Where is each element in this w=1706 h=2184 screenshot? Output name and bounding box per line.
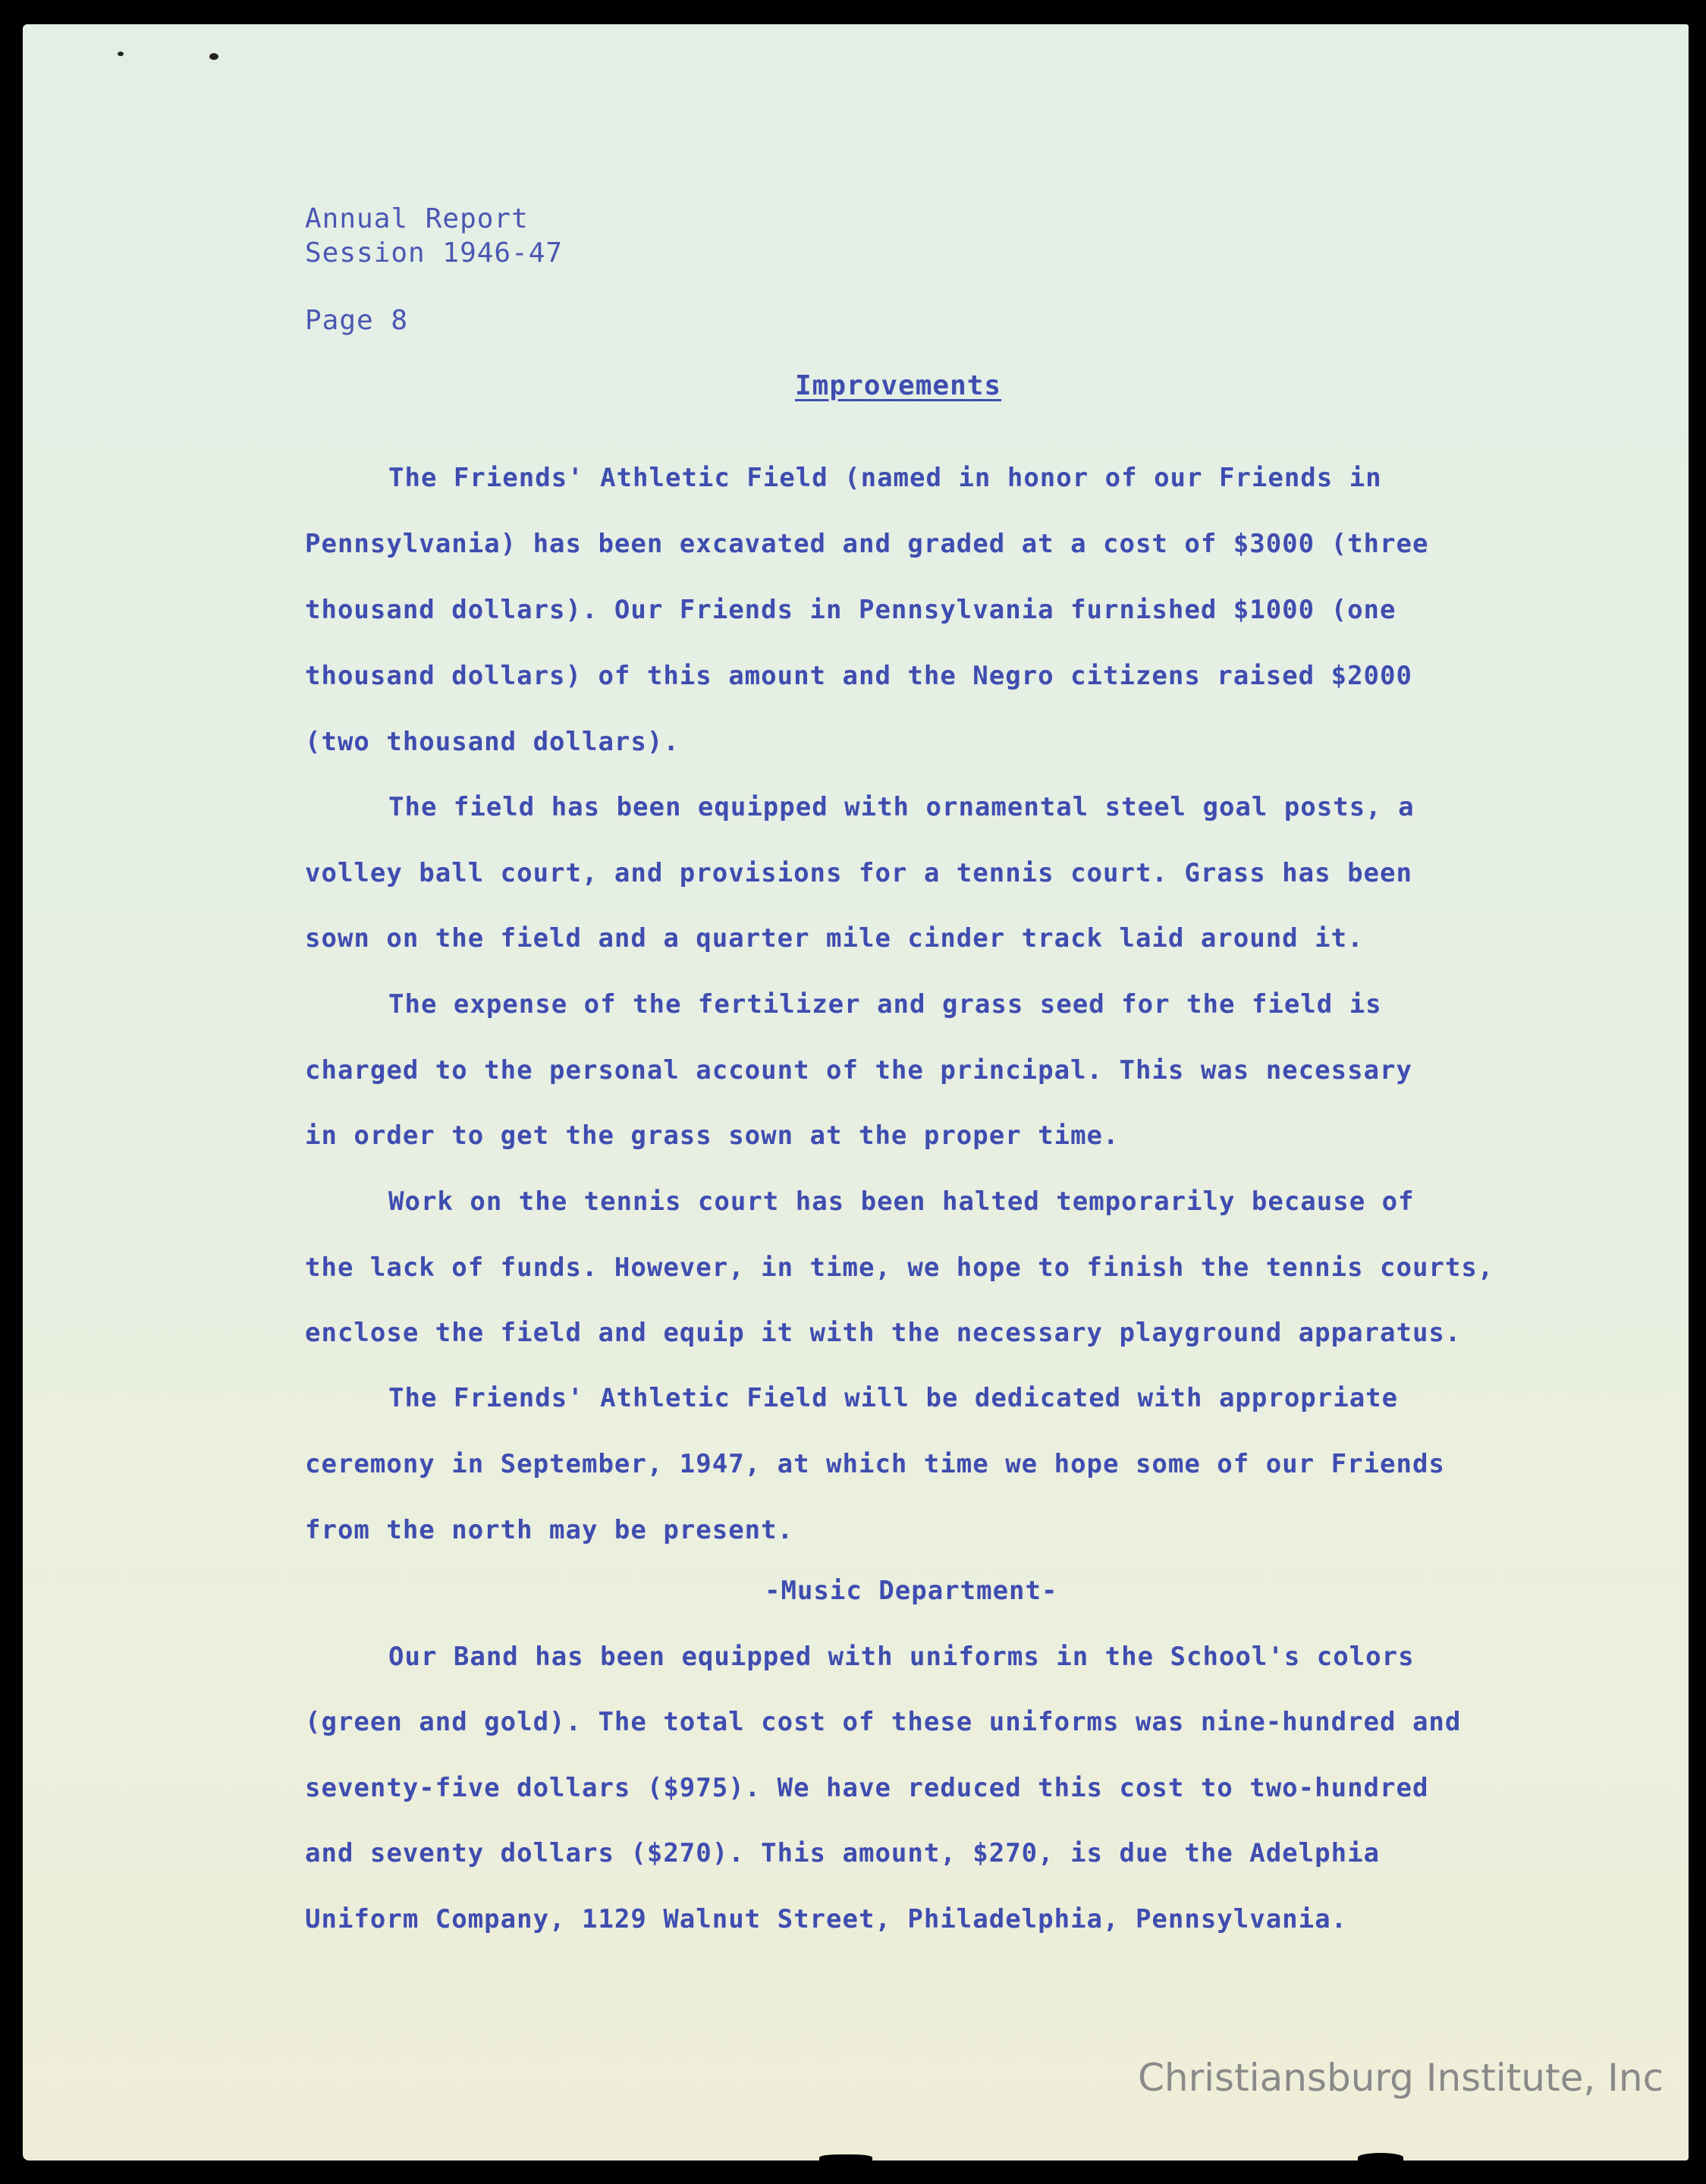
body-line: enclose the field and equip it with the necessary playground apparatus. xyxy=(305,1318,1462,1348)
body-line: volley ball court, and provisions for a tennis court. Grass has been xyxy=(305,858,1412,888)
body-line: The Friends' Athletic Field will be dedicated with appropriate xyxy=(388,1383,1399,1413)
body-line: The Friends' Athletic Field (named in honor of our Friends in xyxy=(388,463,1382,493)
body-line: from the north may be present. xyxy=(305,1515,794,1545)
body-line: the lack of funds. However, in time, we hope to finish the tennis courts, xyxy=(305,1252,1494,1283)
section-heading-music: -Music Department- xyxy=(765,1576,1058,1606)
body-line: Uniform Company, 1129 Walnut Street, Philadelphia, Pennsylvania. xyxy=(305,1904,1348,1934)
report-session: Session 1946-47 xyxy=(305,237,564,269)
body-line: The expense of the fertilizer and grass seed for the field is xyxy=(388,989,1382,1020)
paper-tear xyxy=(819,2154,872,2160)
body-line: Work on the tennis court has been halted temporarily because of xyxy=(388,1186,1415,1217)
section-heading-improvements: Improvements xyxy=(795,370,1002,401)
body-line: ceremony in September, 1947, at which time we hope some of our Friends xyxy=(305,1449,1445,1479)
paper-speck xyxy=(209,53,218,60)
paper-tear xyxy=(1358,2153,1403,2160)
body-line: seventy-five dollars ($975). We have reduced this cost to two-hundred xyxy=(305,1773,1429,1803)
body-line: in order to get the grass sown at the proper time. xyxy=(305,1120,1120,1151)
body-line: charged to the personal account of the principal. This was necessary xyxy=(305,1055,1412,1086)
document-page xyxy=(23,24,1689,2160)
body-line: Pennsylvania) has been excavated and graded at a cost of $3000 (three xyxy=(305,529,1429,559)
body-line: thousand dollars) of this amount and the Negro citizens raised $2000 xyxy=(305,661,1412,691)
page-number: Page 8 xyxy=(305,305,409,336)
body-line: sown on the field and a quarter mile cinder track laid around it. xyxy=(305,923,1364,954)
body-line: and seventy dollars ($270). This amount, $270, is due the Adelphia xyxy=(305,1838,1381,1868)
watermark: Christiansburg Institute, Inc xyxy=(1138,2056,1664,2100)
body-line: The field has been equipped with ornamental steel goal posts, a xyxy=(388,792,1415,822)
report-title: Annual Report xyxy=(305,203,529,234)
body-line: thousand dollars). Our Friends in Pennsylvania furnished $1000 (one xyxy=(305,595,1397,625)
body-line: (green and gold). The total cost of these uniforms was nine-hundred and xyxy=(305,1707,1462,1737)
body-line: (two thousand dollars). xyxy=(305,727,680,757)
paper-speck xyxy=(118,52,124,56)
body-line: Our Band has been equipped with uniforms in the School's colors xyxy=(388,1642,1415,1672)
